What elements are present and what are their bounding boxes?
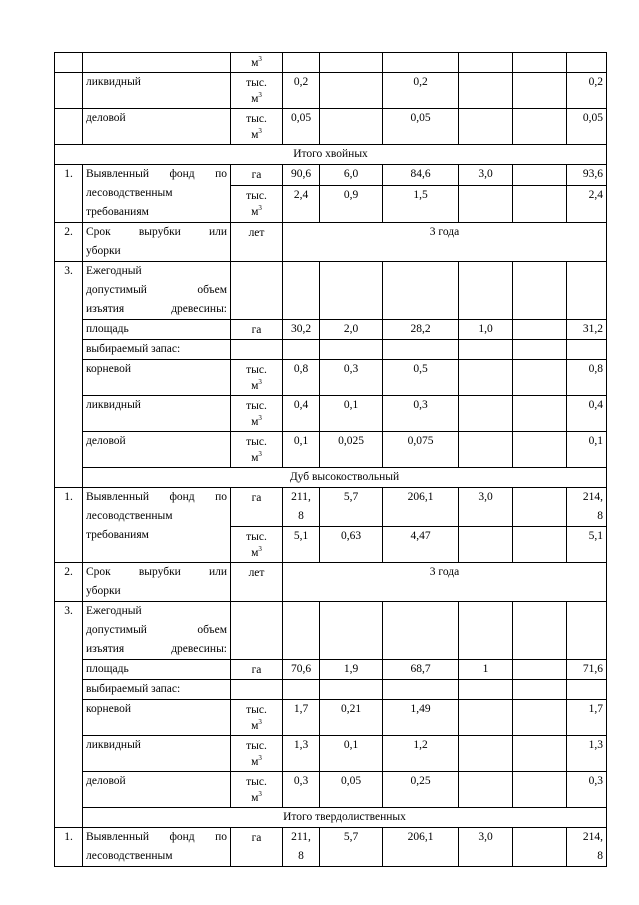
- value-c5: [513, 772, 567, 808]
- value-c6: 5,1: [567, 527, 607, 563]
- value-c3: 0,2: [383, 73, 459, 109]
- value-c2: 2,0: [320, 320, 383, 340]
- term-value: 3 года: [283, 563, 607, 602]
- row-number: 3.: [55, 602, 83, 828]
- value-c6: 0,4: [567, 396, 607, 432]
- row-label: ликвидный: [83, 73, 231, 109]
- value-c3: 0,25: [383, 772, 459, 808]
- value-c6: 0,1: [567, 432, 607, 468]
- unit-cell: лет: [231, 223, 283, 262]
- row-label: корневой: [83, 360, 231, 396]
- row-label: площадь: [83, 660, 231, 680]
- value-c6: 1,7: [567, 700, 607, 736]
- table-row: [55, 360, 607, 396]
- value-c6: 214, 8: [567, 828, 607, 867]
- value-c2: 0,025: [320, 432, 383, 468]
- value-c1: 211, 8: [283, 828, 320, 867]
- value-c5: [513, 396, 567, 432]
- row-label: Срок вырубки или уборки: [83, 563, 231, 602]
- value-c1: 0,3: [283, 772, 320, 808]
- row-label: ликвидный: [83, 396, 231, 432]
- value-c3: 0,3: [383, 396, 459, 432]
- table-row: [55, 432, 607, 468]
- row-label: Ежегодный допустимый объем изъятия древесины:: [83, 262, 231, 320]
- row-number: 2.: [55, 223, 83, 262]
- value-c1: 1,7: [283, 700, 320, 736]
- row-label: Выявленный фонд по лесоводственным требованиям: [83, 488, 231, 563]
- value-c2: 5,7: [320, 488, 383, 527]
- unit-cell: тыс. $м^3$: [231, 527, 283, 563]
- value-c6: 31,2: [567, 320, 607, 340]
- section-title: Итого твердолиственных: [83, 808, 607, 828]
- value-c1: 0,8: [283, 360, 320, 396]
- value-c6: 0,3: [567, 772, 607, 808]
- value-c5: [513, 165, 567, 186]
- value-c2: 0,9: [320, 185, 383, 222]
- value-c2: 0,1: [320, 396, 383, 432]
- value-c3: 68,7: [383, 660, 459, 680]
- section-title-row: [55, 808, 607, 828]
- value-c1: 0,2: [283, 73, 320, 109]
- unit-cell: тыс. $м^3$: [231, 772, 283, 808]
- value-c2: 0,1: [320, 736, 383, 772]
- value-c4: 1,0: [459, 320, 513, 340]
- unit-cell: тыс. $м^3$: [231, 736, 283, 772]
- row-label: Ежегодный допустимый объем изъятия древесины:: [83, 602, 231, 660]
- value-c4: 1: [459, 660, 513, 680]
- row-label: Срок вырубки или уборки: [83, 223, 231, 262]
- value-c3: 0,075: [383, 432, 459, 468]
- table-row: [55, 680, 607, 700]
- row-label: Выявленный фонд по лесоводственным требованиям: [83, 165, 231, 223]
- value-c3: 1,2: [383, 736, 459, 772]
- table-row: [55, 340, 607, 360]
- value-c1: 5,1: [283, 527, 320, 563]
- unit-cell: га: [231, 165, 283, 186]
- row-label: деловой: [83, 109, 231, 145]
- unit-cell: тыс. $м^3$: [231, 360, 283, 396]
- term-value: 3 года: [283, 223, 607, 262]
- row-label: ликвидный: [83, 736, 231, 772]
- value-c1: 0,05: [283, 109, 320, 145]
- section-title-row: [55, 145, 607, 165]
- value-c6: 93,6: [567, 165, 607, 186]
- table-row: [55, 488, 607, 527]
- value-c4: 3,0: [459, 828, 513, 867]
- table-row: [55, 396, 607, 432]
- value-c1: 2,4: [283, 185, 320, 222]
- value-c5: [513, 527, 567, 563]
- value-c5: [513, 185, 567, 222]
- table-row: [55, 320, 607, 340]
- forest-volume-table: [54, 52, 607, 867]
- row-number: 2.: [55, 563, 83, 602]
- row-label: корневой: [83, 700, 231, 736]
- value-c5: [513, 660, 567, 680]
- value-c2: 0,05: [320, 772, 383, 808]
- row-number: 3.: [55, 262, 83, 488]
- value-c4: [459, 432, 513, 468]
- unit-cell: тыс. $м^3$: [231, 109, 283, 145]
- value-c5: [513, 700, 567, 736]
- table-row: [55, 563, 607, 602]
- row-number: [55, 73, 83, 109]
- table-row: [55, 165, 607, 186]
- table-row: [55, 262, 607, 320]
- unit-cell: га: [231, 828, 283, 867]
- value-c3: 206,1: [383, 828, 459, 867]
- table-row: [55, 660, 607, 680]
- value-c2: 6,0: [320, 165, 383, 186]
- unit-cell: тыс. $м^3$: [231, 396, 283, 432]
- row-label: деловой: [83, 432, 231, 468]
- value-c4: [459, 736, 513, 772]
- table-row: [55, 53, 607, 73]
- value-c4: [459, 700, 513, 736]
- unit-cell: тыс. $м^3$: [231, 185, 283, 222]
- row-label: Выявленный фонд по лесоводственным: [83, 828, 231, 867]
- value-c6: 71,6: [567, 660, 607, 680]
- value-c5: [513, 488, 567, 527]
- value-c1: 70,6: [283, 660, 320, 680]
- value-c5: [513, 736, 567, 772]
- unit-cell: тыс. $м^3$: [231, 432, 283, 468]
- value-c2: 5,7: [320, 828, 383, 867]
- value-c4: [459, 772, 513, 808]
- table-row: [55, 223, 607, 262]
- value-c3: 4,47: [383, 527, 459, 563]
- value-c2: 0,21: [320, 700, 383, 736]
- value-c5: [513, 828, 567, 867]
- value-c1: 211, 8: [283, 488, 320, 527]
- row-label: площадь: [83, 320, 231, 340]
- value-c5: [513, 360, 567, 396]
- value-c6: 0,2: [567, 73, 607, 109]
- row-label: выбираемый запас:: [83, 680, 231, 700]
- section-title: Дуб высокоствольный: [83, 468, 607, 488]
- table-row: [55, 109, 607, 145]
- table-row: [55, 73, 607, 109]
- value-c3: 206,1: [383, 488, 459, 527]
- value-c4: [459, 109, 513, 145]
- value-c6: 0,8: [567, 360, 607, 396]
- unit-cell: лет: [231, 563, 283, 602]
- value-c4: [459, 396, 513, 432]
- value-c1: 1,3: [283, 736, 320, 772]
- table-row: [55, 828, 607, 867]
- table-row: [55, 700, 607, 736]
- section-title: Итого хвойных: [55, 145, 607, 165]
- value-c1: 0,1: [283, 432, 320, 468]
- value-c5: [513, 320, 567, 340]
- value-c3: 1,49: [383, 700, 459, 736]
- value-c3: 1,5: [383, 185, 459, 222]
- value-c4: [459, 360, 513, 396]
- value-c6: 214, 8: [567, 488, 607, 527]
- unit-cell: тыс. $м^3$: [231, 73, 283, 109]
- unit-cell: га: [231, 320, 283, 340]
- row-number: [55, 109, 83, 145]
- row-number: 1.: [55, 828, 83, 867]
- value-c2: 0,3: [320, 360, 383, 396]
- value-c4: [459, 185, 513, 222]
- value-c4: 3,0: [459, 488, 513, 527]
- value-c4: [459, 73, 513, 109]
- value-c6: 1,3: [567, 736, 607, 772]
- unit-cell: га: [231, 488, 283, 527]
- value-c4: 3,0: [459, 165, 513, 186]
- value-c2: [320, 73, 383, 109]
- value-c3: 84,6: [383, 165, 459, 186]
- value-c6: 2,4: [567, 185, 607, 222]
- value-c2: [320, 109, 383, 145]
- value-c2: 1,9: [320, 660, 383, 680]
- value-c3: 0,05: [383, 109, 459, 145]
- unit-cell: га: [231, 660, 283, 680]
- value-c3: 28,2: [383, 320, 459, 340]
- row-number: 1.: [55, 488, 83, 563]
- row-label: деловой: [83, 772, 231, 808]
- table-row: [55, 772, 607, 808]
- value-c5: [513, 73, 567, 109]
- value-c1: 90,6: [283, 165, 320, 186]
- value-c1: 0,4: [283, 396, 320, 432]
- value-c5: [513, 109, 567, 145]
- table-row: [55, 736, 607, 772]
- unit-cell: тыс. $м^3$: [231, 700, 283, 736]
- value-c3: 0,5: [383, 360, 459, 396]
- value-c1: 30,2: [283, 320, 320, 340]
- value-c6: 0,05: [567, 109, 607, 145]
- value-c4: [459, 527, 513, 563]
- table-row: [55, 602, 607, 660]
- value-c5: [513, 432, 567, 468]
- row-number: 1.: [55, 165, 83, 223]
- unit-cell: $м^3$: [231, 53, 283, 73]
- section-title-row: [55, 468, 607, 488]
- row-label: выбираемый запас:: [83, 340, 231, 360]
- value-c2: 0,63: [320, 527, 383, 563]
